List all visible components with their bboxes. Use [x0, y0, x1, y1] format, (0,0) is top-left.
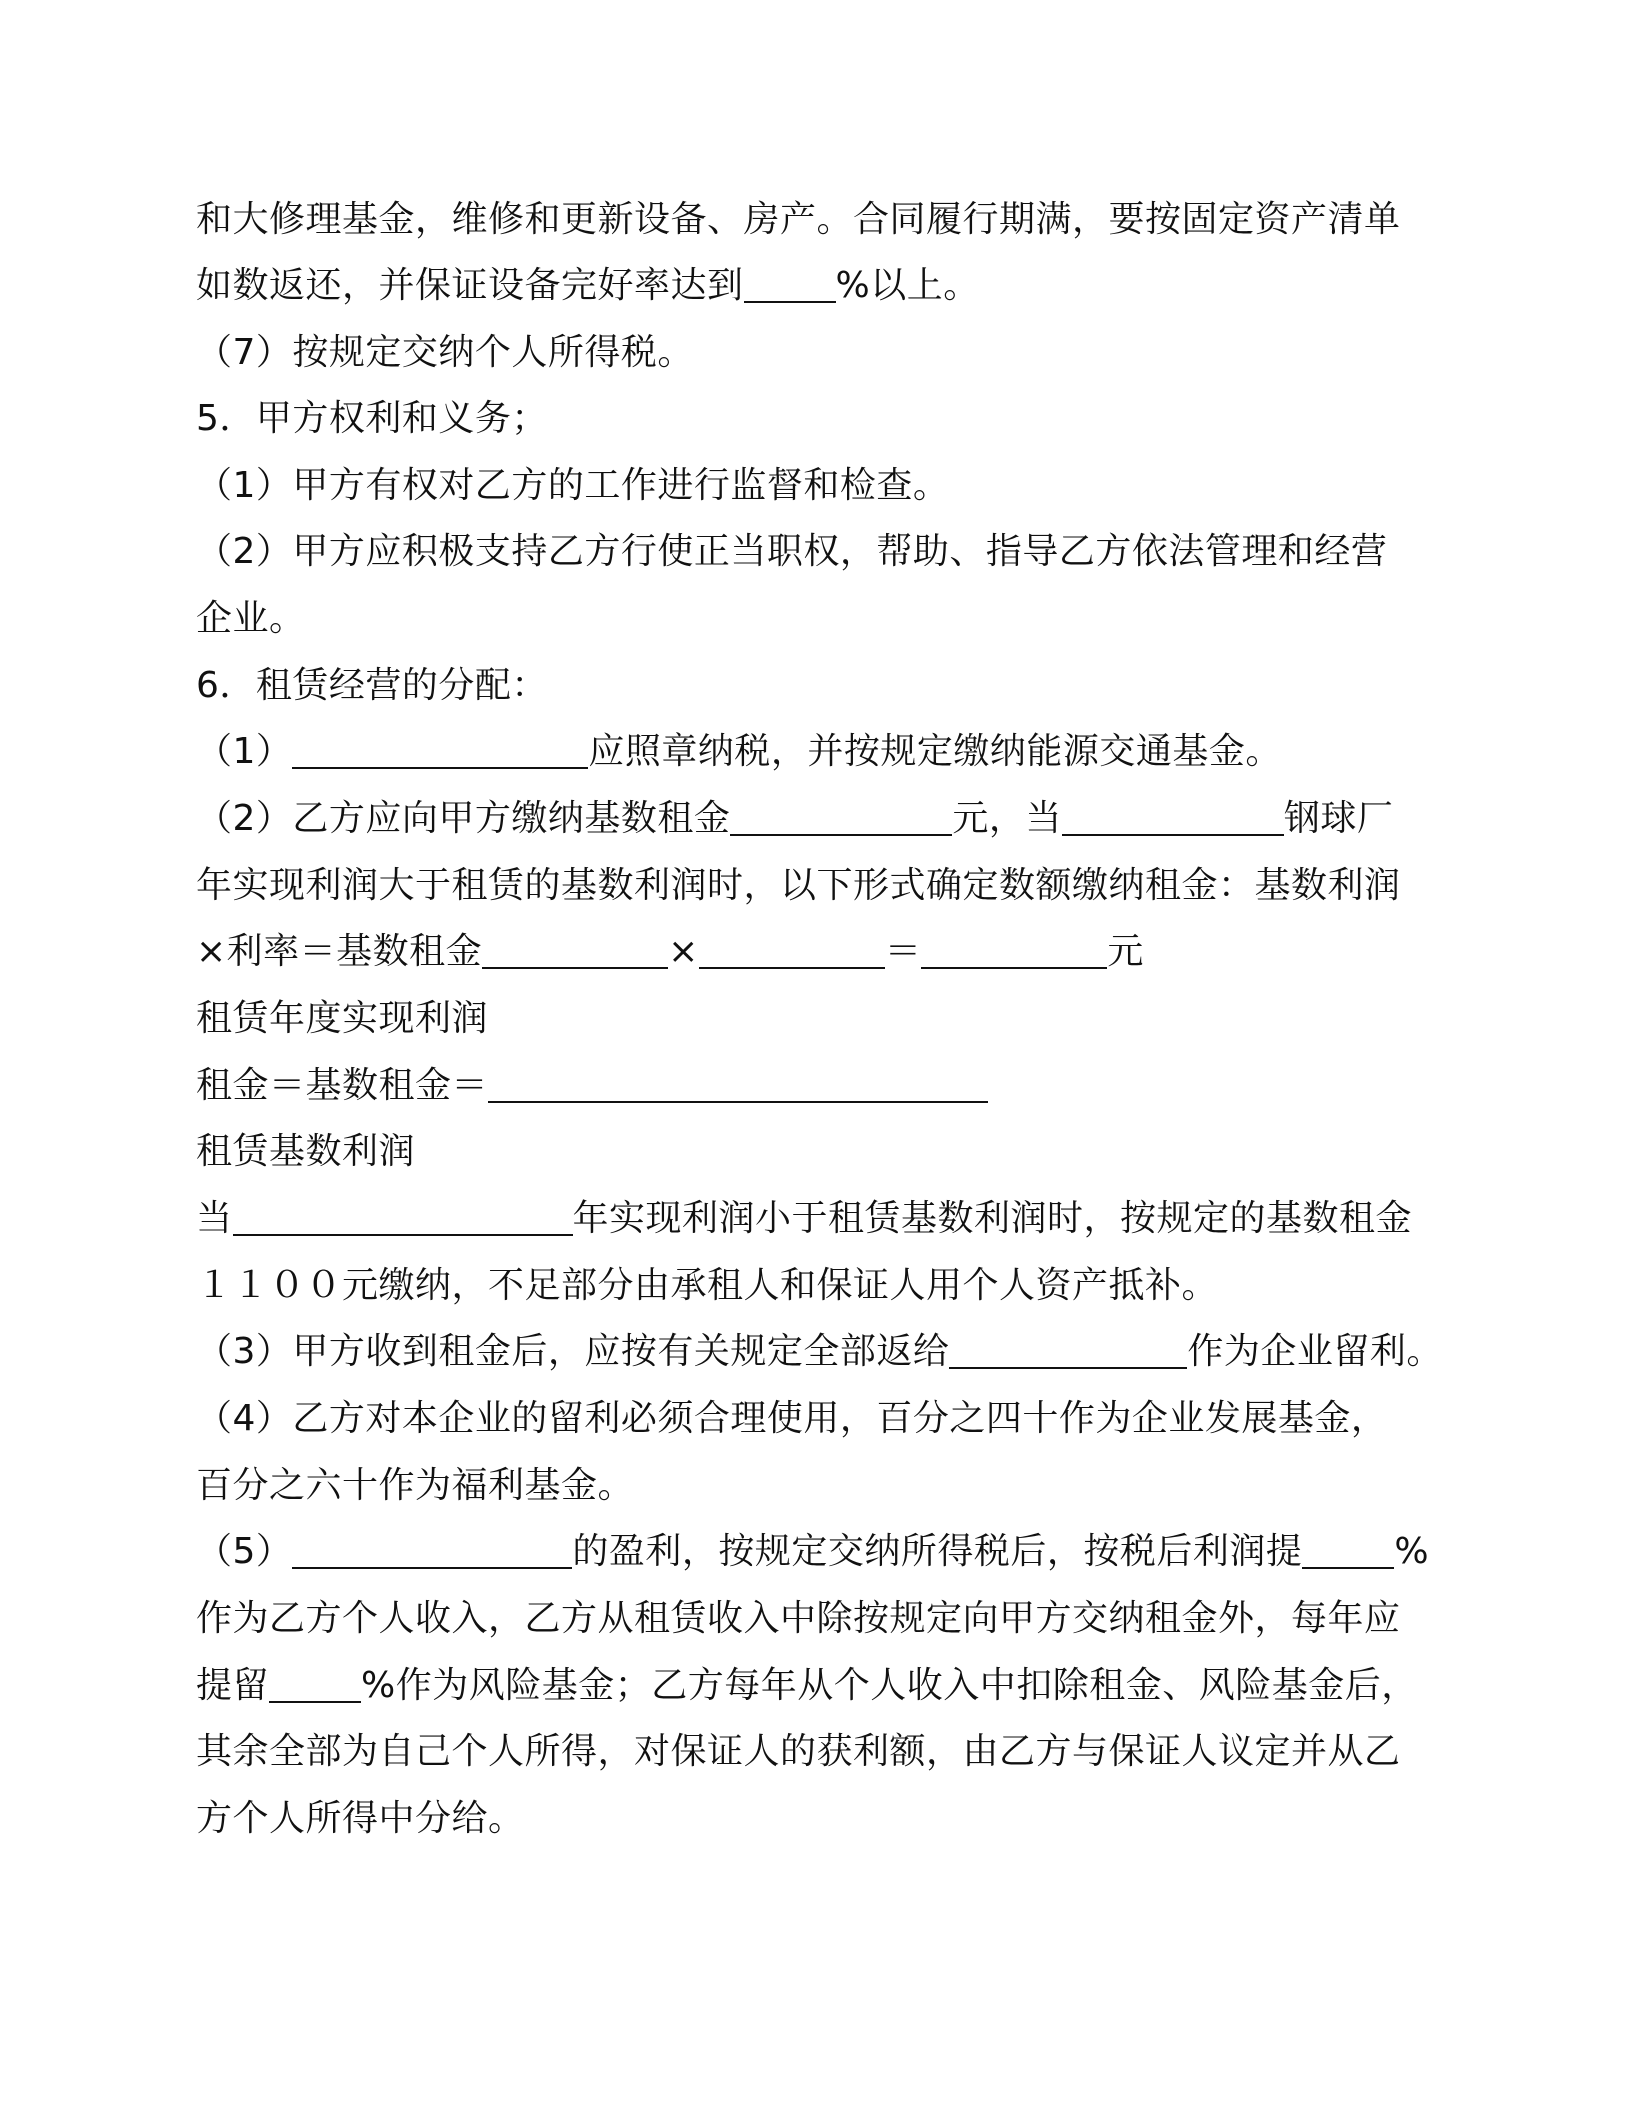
fill-in-blank[interactable]: [949, 1331, 1187, 1369]
text-line: [196, 662, 548, 710]
text-segment: 年实现利润大于租赁的基数利润时，以下形式确定数额缴纳租金：基数利润: [196, 865, 1401, 906]
fill-in-blank[interactable]: [730, 798, 952, 836]
fill-in-blank[interactable]: [1062, 798, 1284, 836]
text-segment: 应照章纳税，并按规定缴纳能源交通基金。: [588, 731, 1282, 772]
text-segment: 元: [1107, 931, 1144, 972]
fill-in-blank[interactable]: [699, 931, 885, 969]
text-line: [196, 1528, 1429, 1576]
text-segment: 企业。: [196, 598, 306, 639]
text-segment: 当: [196, 1198, 233, 1239]
fill-in-blank[interactable]: [292, 731, 588, 769]
text-segment: 方个人所得中分给。: [196, 1798, 525, 1839]
text-line: [196, 1328, 1443, 1376]
text-line: [196, 1795, 525, 1843]
text-segment: （1）甲方有权对乙方的工作进行监督和检查。: [196, 465, 950, 506]
text-segment: 如数返还，并保证设备完好率达到: [196, 265, 744, 306]
text-segment: 提留: [196, 1665, 270, 1706]
text-line: [196, 995, 488, 1043]
text-segment: ×: [668, 931, 699, 972]
text-line: [196, 862, 1401, 910]
fill-in-blank[interactable]: [482, 931, 668, 969]
text-segment: 作为乙方个人收入，乙方从租赁收入中除按规定向甲方交纳租金外，每年应: [196, 1598, 1401, 1639]
text-segment: ×利率＝基数租金: [196, 931, 483, 972]
text-line: [196, 1128, 415, 1176]
text-segment: 年实现利润小于租赁基数利润时，按规定的基数租金: [572, 1198, 1413, 1239]
text-line: [196, 462, 949, 510]
text-line: [196, 528, 1387, 576]
text-line: [196, 1728, 1401, 1776]
text-segment: （7）按规定交纳个人所得税。: [196, 332, 694, 373]
fill-in-blank[interactable]: [233, 1198, 573, 1236]
text-line: [196, 1395, 1387, 1443]
section-heading: 6．租赁经营的分配：: [196, 665, 548, 706]
text-segment: 其余全部为自己个人所得，对保证人的获利额，由乙方与保证人议定并从乙: [196, 1731, 1401, 1772]
text-segment: 租赁年度实现利润: [196, 998, 489, 1039]
text-segment: %作为风险基金；乙方每年从个人收入中扣除租金、风险基金后，: [361, 1665, 1418, 1706]
text-segment: （1）: [196, 731, 293, 772]
text-segment: 钢球厂: [1283, 798, 1394, 839]
text-segment: %: [1394, 1531, 1430, 1572]
text-line: [196, 795, 1393, 843]
fill-in-blank[interactable]: [921, 931, 1107, 969]
text-line: [196, 329, 694, 377]
text-segment: 租金＝基数租金＝: [196, 1065, 489, 1106]
text-segment: 百分之六十作为福利基金。: [196, 1465, 635, 1506]
text-line: [196, 928, 1144, 976]
text-segment: （2）甲方应积极支持乙方行使正当职权，帮助、指导乙方依法管理和经营: [196, 531, 1388, 572]
text-segment: 的盈利，按规定交纳所得税后，按税后利润提: [572, 1531, 1303, 1572]
text-line: [196, 395, 548, 443]
text-segment: %以上。: [835, 265, 980, 306]
text-line: [196, 595, 306, 643]
text-line: [196, 1262, 1218, 1310]
text-line: [196, 196, 1401, 244]
text-line: [196, 1062, 988, 1110]
text-segment: （5）: [196, 1531, 293, 1572]
text-segment: 租赁基数利润: [196, 1131, 416, 1172]
fill-in-blank[interactable]: [744, 265, 836, 303]
text-line: [196, 262, 980, 310]
text-segment: 元，当: [952, 798, 1062, 839]
text-segment: 作为企业留利。: [1187, 1331, 1443, 1372]
fill-in-blank[interactable]: [488, 1065, 988, 1103]
fill-in-blank[interactable]: [292, 1531, 572, 1569]
section-heading: 5．甲方权利和义务；: [196, 398, 548, 439]
fill-in-blank[interactable]: [269, 1665, 361, 1703]
text-segment: （4）乙方对本企业的留利必须合理使用，百分之四十作为企业发展基金，: [196, 1398, 1388, 1439]
text-segment: １１００元缴纳，不足部分由承租人和保证人用个人资产抵补。: [196, 1265, 1219, 1306]
text-line: [196, 1662, 1418, 1710]
text-line: [196, 1462, 634, 1510]
text-line: [196, 728, 1282, 776]
text-segment: ＝: [884, 931, 922, 972]
text-line: [196, 1595, 1401, 1643]
text-segment: 和大修理基金，维修和更新设备、房产。合同履行期满，要按固定资产清单: [196, 199, 1401, 240]
text-segment: （2）乙方应向甲方缴纳基数租金: [196, 798, 731, 839]
text-segment: （3）甲方收到租金后，应按有关规定全部返给: [196, 1331, 950, 1372]
text-line: [196, 1195, 1412, 1243]
fill-in-blank[interactable]: [1302, 1531, 1394, 1569]
